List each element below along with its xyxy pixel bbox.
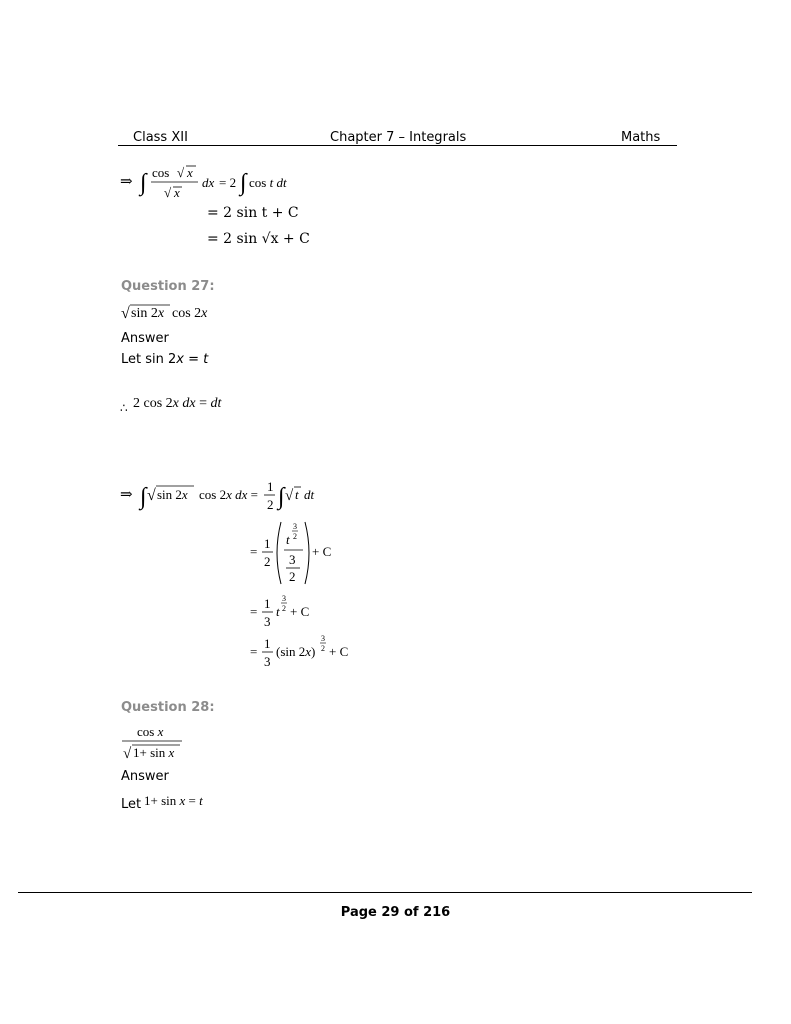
svg-text:2: 2 [293, 532, 297, 541]
svg-text:3: 3 [293, 522, 297, 531]
svg-text:x: x [187, 165, 193, 180]
svg-text:(sin 2x): (sin 2x) [276, 644, 316, 659]
svg-text:2: 2 [267, 497, 274, 512]
svg-text:1: 1 [267, 479, 274, 494]
question-27-step-3 [248, 592, 368, 632]
svg-text:cos t dt: cos t dt [249, 175, 287, 190]
header-class: Class XII [133, 130, 188, 145]
svg-text:dx: dx [202, 175, 215, 190]
svg-text:sin 2x: sin 2x [131, 306, 165, 321]
svg-text:cos x: cos x [137, 724, 164, 739]
question-28-answer-label: Answer [121, 769, 169, 784]
svg-text:=: = [250, 644, 258, 659]
svg-text:+ C: + C [329, 644, 349, 659]
question-27-expression [120, 300, 220, 324]
question-28-expression [120, 722, 200, 764]
svg-text:3: 3 [282, 594, 286, 603]
svg-text:1: 1 [264, 596, 271, 611]
svg-text:√: √ [164, 185, 172, 200]
question-27-heading: Question 27: [121, 279, 215, 294]
svg-text:√: √ [177, 165, 185, 180]
svg-text:√: √ [123, 746, 132, 762]
svg-text:1: 1 [264, 636, 271, 651]
svg-text:cos 2x: cos 2x [172, 306, 208, 321]
svg-text:t: t [276, 604, 280, 619]
continuation-step-2: = 2 sin t + C [207, 205, 299, 221]
svg-text:=: = [250, 604, 258, 619]
svg-text:=: = [250, 544, 258, 559]
svg-text:∫: ∫ [278, 484, 285, 510]
header-rule [118, 145, 677, 146]
svg-text:sin 2x: sin 2x [157, 487, 188, 502]
question-28-let-label: Let [121, 797, 142, 812]
svg-text:√: √ [121, 305, 130, 322]
svg-text:1+ sin x = t: 1+ sin x = t [144, 793, 203, 808]
svg-text:⇒: ⇒ [120, 487, 133, 503]
svg-text:2 cos 2x dx = dt: 2 cos 2x dx = dt [133, 396, 222, 411]
svg-text:2: 2 [321, 644, 325, 653]
question-27-let: Let sin 2x = t [121, 352, 209, 367]
footer-rule [18, 892, 752, 893]
svg-text:dt: dt [304, 487, 315, 502]
page-number: Page 29 of 216 [340, 905, 451, 920]
svg-text:∫: ∫ [240, 170, 247, 196]
svg-text:√: √ [147, 487, 156, 504]
svg-text:2: 2 [289, 569, 296, 584]
svg-text:t: t [286, 532, 290, 547]
svg-text:3: 3 [264, 614, 271, 629]
svg-text:cos 2x dx =: cos 2x dx = [199, 487, 258, 502]
svg-text:⇒: ⇒ [120, 174, 133, 190]
svg-text:1+ sin x: 1+ sin x [133, 745, 175, 760]
question-28-heading: Question 28: [121, 700, 215, 715]
svg-text:∫: ∫ [140, 484, 147, 510]
svg-text:+ C: + C [312, 544, 332, 559]
question-27-differential [132, 392, 242, 412]
question-28-let-expression [143, 790, 223, 810]
header-chapter: Chapter 7 – Integrals [330, 130, 467, 145]
svg-text:√: √ [285, 488, 294, 504]
svg-text:3: 3 [289, 552, 296, 567]
svg-text:= 2: = 2 [219, 175, 237, 190]
svg-text:t: t [295, 487, 299, 502]
svg-text:∫: ∫ [140, 170, 147, 196]
question-27-step-4 [248, 632, 378, 672]
therefore-symbol: ∴ [120, 401, 128, 415]
question-27-step-1 [118, 478, 358, 514]
svg-text:2: 2 [264, 554, 271, 569]
svg-text:x: x [174, 185, 180, 200]
svg-text:2: 2 [282, 604, 286, 613]
svg-text:+ C: + C [290, 604, 310, 619]
svg-text:3: 3 [264, 654, 271, 669]
continuation-step-3: = 2 sin √x + C [207, 231, 310, 247]
svg-text:cos: cos [152, 165, 170, 180]
question-27-step-2 [248, 518, 368, 590]
svg-text:1: 1 [264, 536, 271, 551]
svg-text:3: 3 [321, 634, 325, 643]
header-subject: Maths [621, 130, 661, 145]
question-27-answer-label: Answer [121, 331, 169, 346]
